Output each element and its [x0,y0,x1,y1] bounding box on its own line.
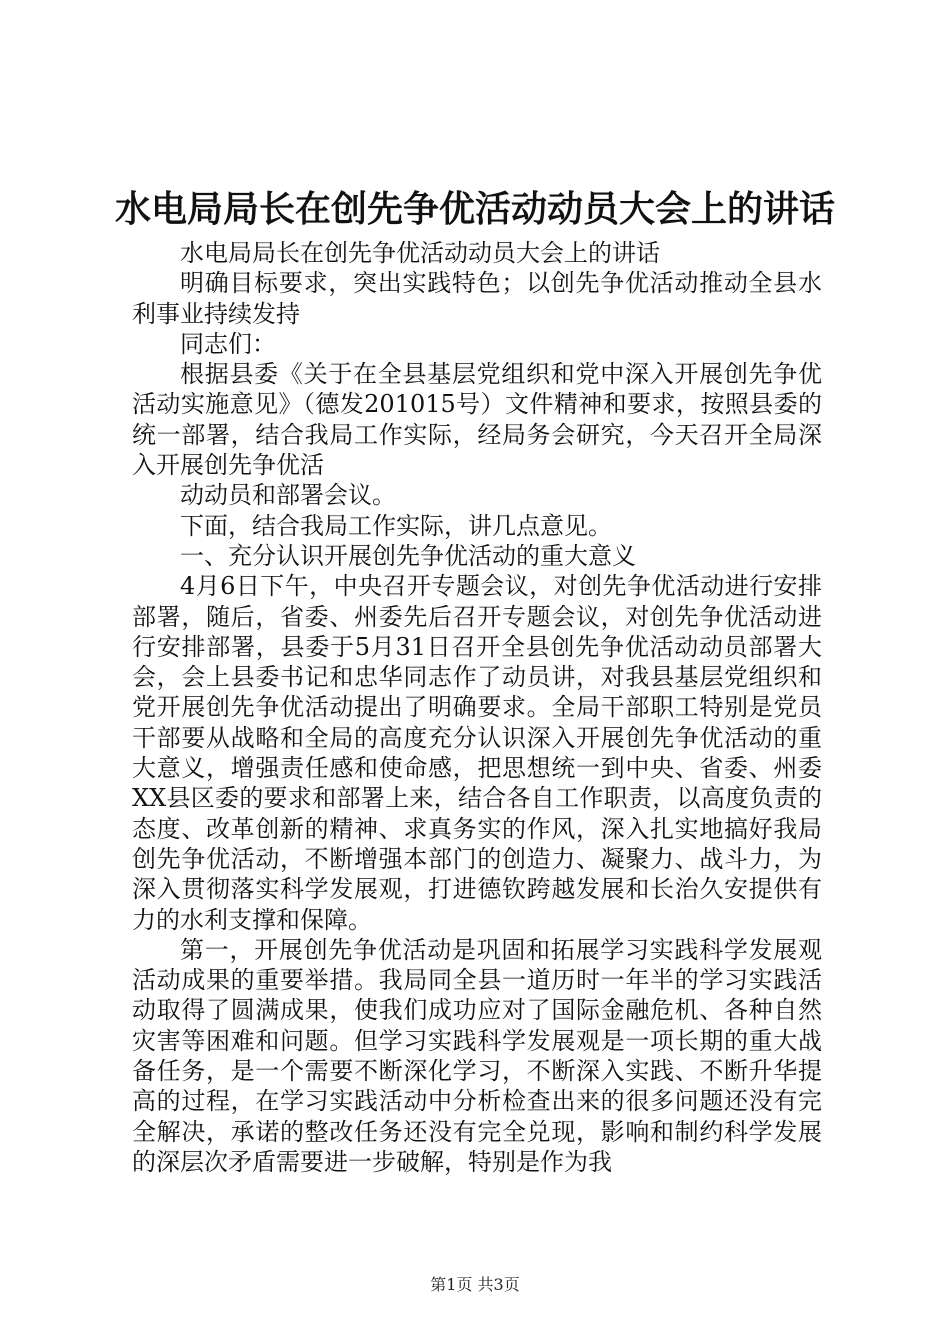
body-paragraph: 动动员和部署会议。 [180,481,396,510]
body-paragraph: 根据县委《关于在全县基层党组织和党中深入开展创先争优活动实施意见》（德发201015号）文件精神和要求，按照县委的统一部署，结合我局工作实际，经局务会研究，今天召开全局深入开展创先争优活 [132,360,822,480]
body-paragraph: 下面，结合我局工作实际，讲几点意见。 [180,511,612,540]
body-paragraph: 第一，开展创先争优活动是巩固和拓展学习实践科学发展观活动成果的重要举措。我局同全县一道历时一年半的学习实践活动取得了圆满成果，使我们成功应对了国际金融危机、各种自然灾害等困难和问题。但学习实践科学发展观是一项长期的重大战备任务，是一个需要不断深化学习，不断深入实践、不断升华提高的过程，在学习实践活动中分析检查出来的很多问题还没有完全解决，承诺的整改任务还没有完全兑现，影响和制约科学发展的深层次矛盾需要进一步破解，特别是作为我 [132,935,822,1176]
page-number-footer: 第1页 共3页 [430,1275,520,1294]
section-heading: 一、充分认识开展创先争优活动的重大意义 [180,541,636,570]
body-paragraph-salutation: 同志们： [180,329,276,358]
document-body [132,238,822,1177]
body-paragraph-subtitle: 水电局局长在创先争优活动动员大会上的讲话 [180,239,660,267]
body-paragraph: 4月6日下午，中央召开专题会议，对创先争优活动进行安排部署，随后，省委、州委先后召开专题会议，对创先争优活动进行安排部署，县委于5月31日召开全县创先争优活动动员部署大会，会上县委书记和忠华同志作了动员讲，对我县基层党组织和党开展创先争优活动提出了明确要求。全局干部职工特别是党员干部要从战略和全局的高度充分认识深入开展创先争优活动的重大意义，增强责任感和使命感，把思想统一到中央、省委、州委XX县区委的要求和部署上来，结合各自工作职责，以高度负责的态度、改革创新的精神、求真务实的作风，深入扎实地搞好我局创先争优活动，不断增强本部门的创造力、凝聚力、战斗力，为深入贯彻落实科学发展观，打进德钦跨越发展和长治久安提供有力的水利支撑和保障。 [132,572,822,934]
document-title: 水电局局长在创先争优活动动员大会上的讲话 [114,188,835,230]
body-paragraph-theme: 明确目标要求，突出实践特色；以创先争优活动推动全县水利事业持续发持 [132,269,822,328]
